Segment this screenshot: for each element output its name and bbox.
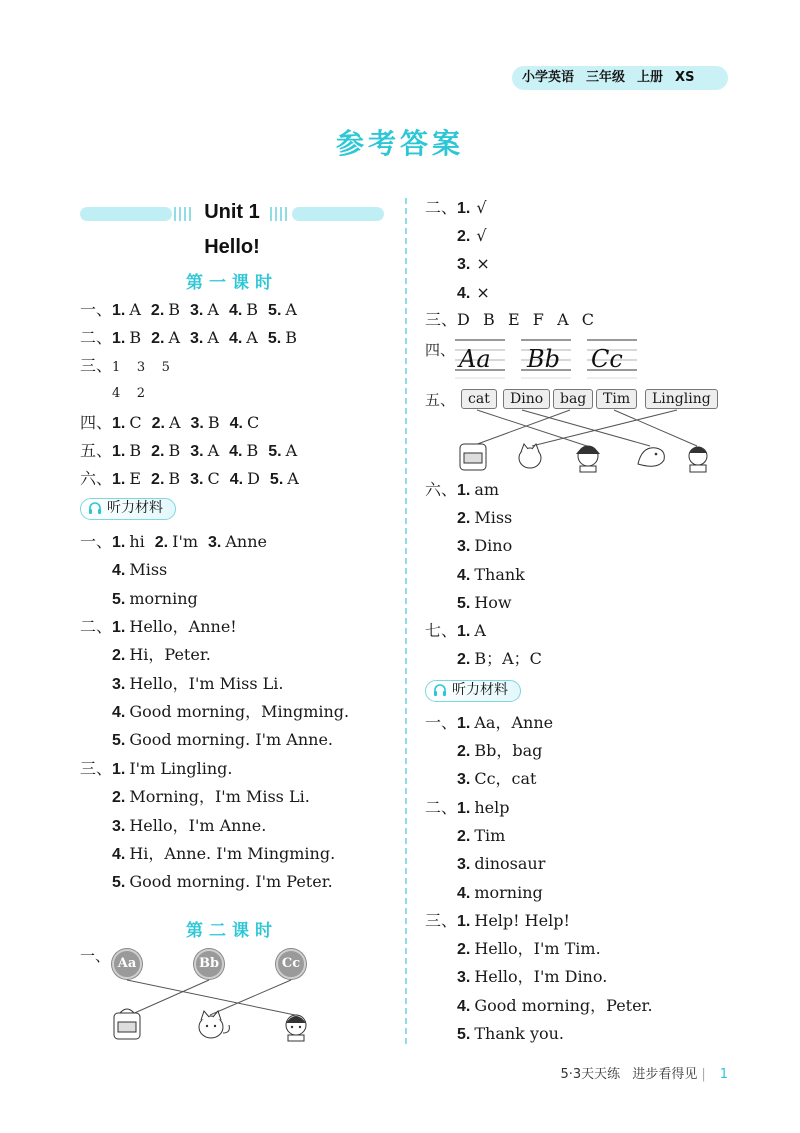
- letter-circle-aa: Aa: [112, 949, 142, 979]
- item-number: 1.: [457, 482, 471, 499]
- item-answer: B: [168, 441, 181, 460]
- page-footer: 5·3天天练 进步看得见 | 1: [560, 1067, 728, 1082]
- item-answer: B: [168, 469, 181, 488]
- item-number: 1.: [457, 623, 471, 640]
- answer-row: [457, 283, 490, 304]
- item-number: 2.: [457, 828, 471, 846]
- item-text: Hello，I'm Dino.: [474, 967, 608, 987]
- item-number: 3.: [457, 538, 471, 556]
- item-answer: C: [207, 469, 220, 488]
- item-number: 3.: [190, 415, 204, 432]
- item-text: Help! Help!: [474, 911, 570, 930]
- item-number: 5.: [457, 594, 471, 612]
- headphones-icon: [433, 684, 447, 697]
- headphones-icon: [88, 502, 102, 515]
- item-text: Bb，bag: [474, 741, 543, 761]
- answer-row: [457, 649, 542, 670]
- letter-circle-bb: Bb: [194, 949, 224, 979]
- item-answer: A: [285, 300, 297, 319]
- match-line-cc: [210, 980, 291, 1015]
- item-text: am: [474, 480, 500, 499]
- item-answer: B: [129, 441, 142, 460]
- item-number: 1.: [112, 302, 126, 319]
- item-number: 1.: [457, 715, 471, 732]
- item-number: 3.: [112, 817, 126, 835]
- listening-row: [112, 844, 335, 865]
- boy-icon: [689, 447, 707, 472]
- section-prefix: 一、: [80, 300, 113, 319]
- item-number: 3.: [457, 771, 471, 789]
- item-text: morning: [129, 589, 198, 608]
- listening-material-tag: [80, 498, 176, 520]
- item-number: 2.: [151, 415, 165, 432]
- lesson-2-heading: 第二课时: [186, 921, 278, 941]
- grade-label: 三年级: [586, 70, 626, 85]
- item-text: Hello，I'm Miss Li.: [129, 673, 284, 693]
- section-prefix: 六、: [80, 469, 113, 488]
- answer-row: [80, 441, 297, 462]
- listening-row: [112, 872, 333, 893]
- item-answer: A: [285, 441, 298, 460]
- answer-row: [457, 254, 490, 275]
- item-text: A: [474, 621, 486, 640]
- item-text: Miss: [129, 560, 168, 579]
- section-prefix: 一、: [80, 532, 113, 551]
- item-text: Hi，Anne. I'm Mingming.: [129, 843, 336, 863]
- cat-icon: [199, 1011, 229, 1038]
- item-text: Hello，I'm Anne.: [129, 815, 267, 835]
- girl-icon: [286, 1015, 306, 1041]
- item-number: 4.: [112, 703, 126, 721]
- section-prefix: 二、: [425, 798, 458, 817]
- section-prefix: 七、: [425, 621, 458, 640]
- word-tag-tim: Tim: [596, 389, 637, 409]
- item-answer: A: [207, 441, 220, 460]
- dinosaur-icon: [638, 448, 664, 466]
- item-number: 1.: [112, 761, 126, 778]
- answer-row: [457, 565, 525, 586]
- item-text: I'm: [172, 532, 199, 551]
- item-text: Miss: [474, 508, 513, 528]
- item-mark: ×: [476, 254, 490, 274]
- item-answer: A: [246, 328, 258, 347]
- term-label: 上册: [637, 70, 664, 85]
- answer-row: [80, 413, 259, 434]
- section-prefix: 三、: [425, 310, 458, 329]
- page-title: 参考答案: [335, 127, 464, 160]
- item-text: morning: [474, 882, 543, 902]
- word-tag-cat: cat: [461, 389, 497, 409]
- item-answer: B: [285, 328, 297, 347]
- item-text: Tim: [474, 826, 506, 846]
- section-prefix: 四、: [80, 413, 113, 432]
- item-number: 2.: [151, 471, 165, 488]
- section-prefix: 三、: [425, 911, 458, 930]
- answer-row: [425, 310, 595, 330]
- item-number: 1.: [457, 800, 471, 817]
- item-number: 4.: [229, 443, 243, 460]
- section-prefix: 三、: [80, 356, 113, 375]
- letter-circle-cc: Cc: [276, 949, 306, 979]
- answer-row: [425, 911, 570, 932]
- item-number: 4.: [457, 997, 471, 1015]
- item-number: 4.: [457, 566, 471, 584]
- item-text: Thank: [474, 564, 525, 584]
- order-answer: D B E F A C: [457, 310, 596, 329]
- answer-row: [80, 300, 297, 321]
- item-number: 3.: [190, 302, 204, 319]
- answer-row: [457, 826, 505, 847]
- item-number: 1.: [112, 534, 126, 551]
- item-text: dinosaur: [474, 854, 546, 874]
- item-text: Morning，I'm Miss Li.: [129, 787, 310, 807]
- listening-row: [80, 532, 267, 553]
- word-tag-bag: bag: [553, 389, 593, 409]
- item-answer: B: [129, 328, 142, 347]
- section-prefix: 六、: [425, 480, 458, 499]
- footer-slogan: 进步看得见: [632, 1067, 698, 1082]
- word-tag-lingling: Lingling: [645, 389, 718, 409]
- item-number: 2.: [457, 743, 471, 761]
- page-number: 1: [719, 1067, 728, 1082]
- item-number: 4.: [457, 284, 471, 302]
- match-line-cat: [477, 410, 587, 446]
- item-answer: A: [168, 413, 181, 432]
- answer-row: [425, 621, 486, 642]
- item-number: 1.: [112, 330, 126, 347]
- answer-row: [80, 328, 297, 349]
- item-text: help: [474, 798, 510, 817]
- word-tag-dino: Dino: [503, 389, 550, 409]
- answer-row: [457, 536, 512, 557]
- item-text: Thank you.: [474, 1023, 565, 1043]
- item-number: 3.: [457, 856, 471, 874]
- answer-row: [457, 769, 536, 790]
- answer-row: [425, 798, 510, 819]
- lesson-2-section-1-prefix: 一、: [80, 947, 111, 965]
- item-number: 1.: [112, 443, 126, 460]
- item-answer: B: [207, 413, 220, 432]
- item-number: 2.: [457, 651, 471, 669]
- item-text: I'm Lingling.: [129, 759, 233, 778]
- listening-row: [80, 759, 233, 780]
- item-answer: C: [246, 413, 260, 432]
- girl-icon: [576, 446, 600, 472]
- item-text: Dino: [474, 536, 513, 556]
- item-number: 5.: [112, 874, 126, 892]
- unit-subtitle: Hello!: [204, 236, 260, 258]
- item-answer: B: [246, 300, 259, 319]
- item-mark: √: [476, 226, 487, 246]
- listening-row: [112, 560, 167, 581]
- item-answer: B: [246, 441, 259, 460]
- answer-row: [457, 226, 487, 247]
- item-number: 4.: [228, 302, 243, 319]
- listening-row: [112, 730, 333, 751]
- answer-row: [425, 713, 553, 734]
- item-text: How: [474, 592, 512, 612]
- item-number: 2.: [154, 534, 169, 551]
- item-number: 2.: [457, 510, 471, 528]
- item-number: 5.: [457, 1025, 471, 1043]
- item-answer: A: [287, 469, 299, 488]
- section-prefix: 二、: [425, 198, 458, 217]
- item-text: Good morning. I'm Peter.: [129, 872, 333, 892]
- subject-label: 小学英语: [522, 70, 575, 85]
- item-number: 3.: [190, 443, 204, 460]
- order-row-2: 4 2: [112, 386, 146, 401]
- match-line-dino: [522, 410, 650, 446]
- answer-row: [425, 480, 499, 501]
- item-answer: C: [129, 413, 142, 432]
- listening-label: 听力材料: [107, 500, 163, 516]
- handwritten-bb: Bb: [527, 345, 560, 373]
- item-number: 4.: [457, 884, 471, 902]
- section-prefix: 三、: [80, 759, 113, 778]
- item-number: 5.: [269, 471, 284, 488]
- item-number: 4.: [229, 415, 243, 432]
- item-number: 4.: [229, 471, 244, 488]
- footer-brand: 5·3天天练: [560, 1067, 621, 1082]
- item-text: Cc，cat: [474, 769, 537, 789]
- listening-material-tag-2: [425, 680, 521, 702]
- item-number: 2.: [151, 330, 165, 347]
- edition-label: XS: [675, 70, 695, 85]
- item-number: 3.: [208, 534, 222, 551]
- unit-title: Unit 1: [204, 201, 260, 223]
- item-number: 3.: [190, 471, 204, 488]
- right-section-4-prefix: 四、: [425, 341, 456, 359]
- item-number: 1.: [457, 200, 471, 217]
- listening-label-2: 听力材料: [452, 682, 508, 698]
- item-text: Anne: [225, 532, 267, 551]
- listening-row: [112, 589, 198, 610]
- item-number: 1.: [457, 913, 471, 930]
- answer-row: [80, 469, 299, 490]
- lesson-2-matching-figure: [100, 975, 330, 1045]
- answer-row: [457, 508, 512, 529]
- item-number: 2.: [112, 789, 126, 807]
- answer-row: [457, 996, 653, 1017]
- listening-row: [112, 787, 310, 808]
- item-text: Aa，Anne: [474, 713, 554, 732]
- answer-row: [425, 198, 487, 219]
- item-answer: A: [168, 328, 181, 347]
- answer-row: [80, 356, 170, 378]
- item-text: Good morning. I'm Anne.: [129, 730, 334, 750]
- listening-row: [80, 617, 237, 638]
- item-text: Hello，Anne!: [129, 617, 237, 636]
- item-mark: √: [476, 198, 487, 217]
- item-number: 4.: [112, 845, 126, 863]
- matching-figure: [452, 408, 722, 474]
- item-text: Good morning，Mingming.: [129, 701, 350, 721]
- item-number: 2.: [457, 941, 471, 959]
- answer-row: [457, 939, 601, 960]
- item-number: 5.: [112, 591, 126, 608]
- item-number: 5.: [267, 330, 282, 347]
- item-number: 3.: [457, 969, 471, 987]
- section-prefix: 一、: [425, 713, 458, 732]
- listening-row: [112, 702, 349, 723]
- item-number: 1.: [112, 415, 126, 432]
- listening-row: [112, 645, 211, 666]
- column-divider: [405, 198, 407, 1044]
- item-number: 2.: [151, 443, 165, 460]
- item-text: B；A；C: [474, 649, 542, 669]
- item-number: 2.: [150, 302, 165, 319]
- item-answer: A: [207, 328, 219, 347]
- answer-row: [457, 1024, 564, 1045]
- match-line-aa: [127, 980, 295, 1015]
- handwritten-cc: Cc: [591, 345, 623, 373]
- item-answer: A: [129, 300, 141, 319]
- item-number: 3.: [190, 330, 204, 347]
- item-number: 1.: [112, 471, 126, 488]
- answer-row: [457, 967, 607, 988]
- item-text: Hi，Peter.: [129, 645, 211, 665]
- section-prefix: 二、: [80, 328, 113, 347]
- item-number: 5.: [268, 302, 282, 319]
- answer-row: [457, 741, 542, 762]
- cat-icon: [519, 444, 541, 468]
- item-number: 1.: [112, 619, 126, 636]
- answer-row: [457, 593, 512, 614]
- answer-row: [457, 883, 543, 904]
- lesson-1-heading: 第一课时: [186, 273, 278, 293]
- handwritten-aa: Aa: [459, 345, 491, 373]
- item-answer: B: [168, 300, 181, 319]
- book-info-pill: [512, 66, 728, 90]
- item-text: Hello，I'm Tim.: [474, 939, 601, 959]
- handwriting-lines: [455, 336, 645, 380]
- item-text: hi: [129, 532, 145, 551]
- match-line-bb: [130, 980, 209, 1015]
- schoolbag-icon: [114, 1009, 140, 1039]
- listening-row: [112, 816, 266, 837]
- right-section-5-prefix: 五、: [425, 391, 456, 409]
- item-answer: D: [247, 469, 260, 488]
- item-number: 3.: [112, 675, 126, 693]
- listening-row: [112, 674, 283, 695]
- item-number: 5.: [112, 732, 126, 750]
- item-number: 2.: [112, 647, 126, 665]
- item-mark: ×: [476, 282, 490, 302]
- answer-row: [457, 854, 545, 875]
- item-number: 5.: [268, 443, 282, 460]
- schoolbag-icon: [460, 444, 486, 470]
- item-answer: A: [207, 300, 219, 319]
- item-answer: E: [129, 469, 142, 488]
- section-prefix: 二、: [80, 617, 113, 636]
- item-number: 4.: [112, 562, 126, 579]
- section-prefix: 五、: [80, 441, 113, 460]
- order-row-1: 1 3 5: [112, 360, 170, 375]
- item-number: 4.: [228, 330, 243, 347]
- item-text: Good morning，Peter.: [474, 995, 653, 1015]
- item-number: 3.: [457, 256, 471, 274]
- item-number: 2.: [457, 228, 471, 246]
